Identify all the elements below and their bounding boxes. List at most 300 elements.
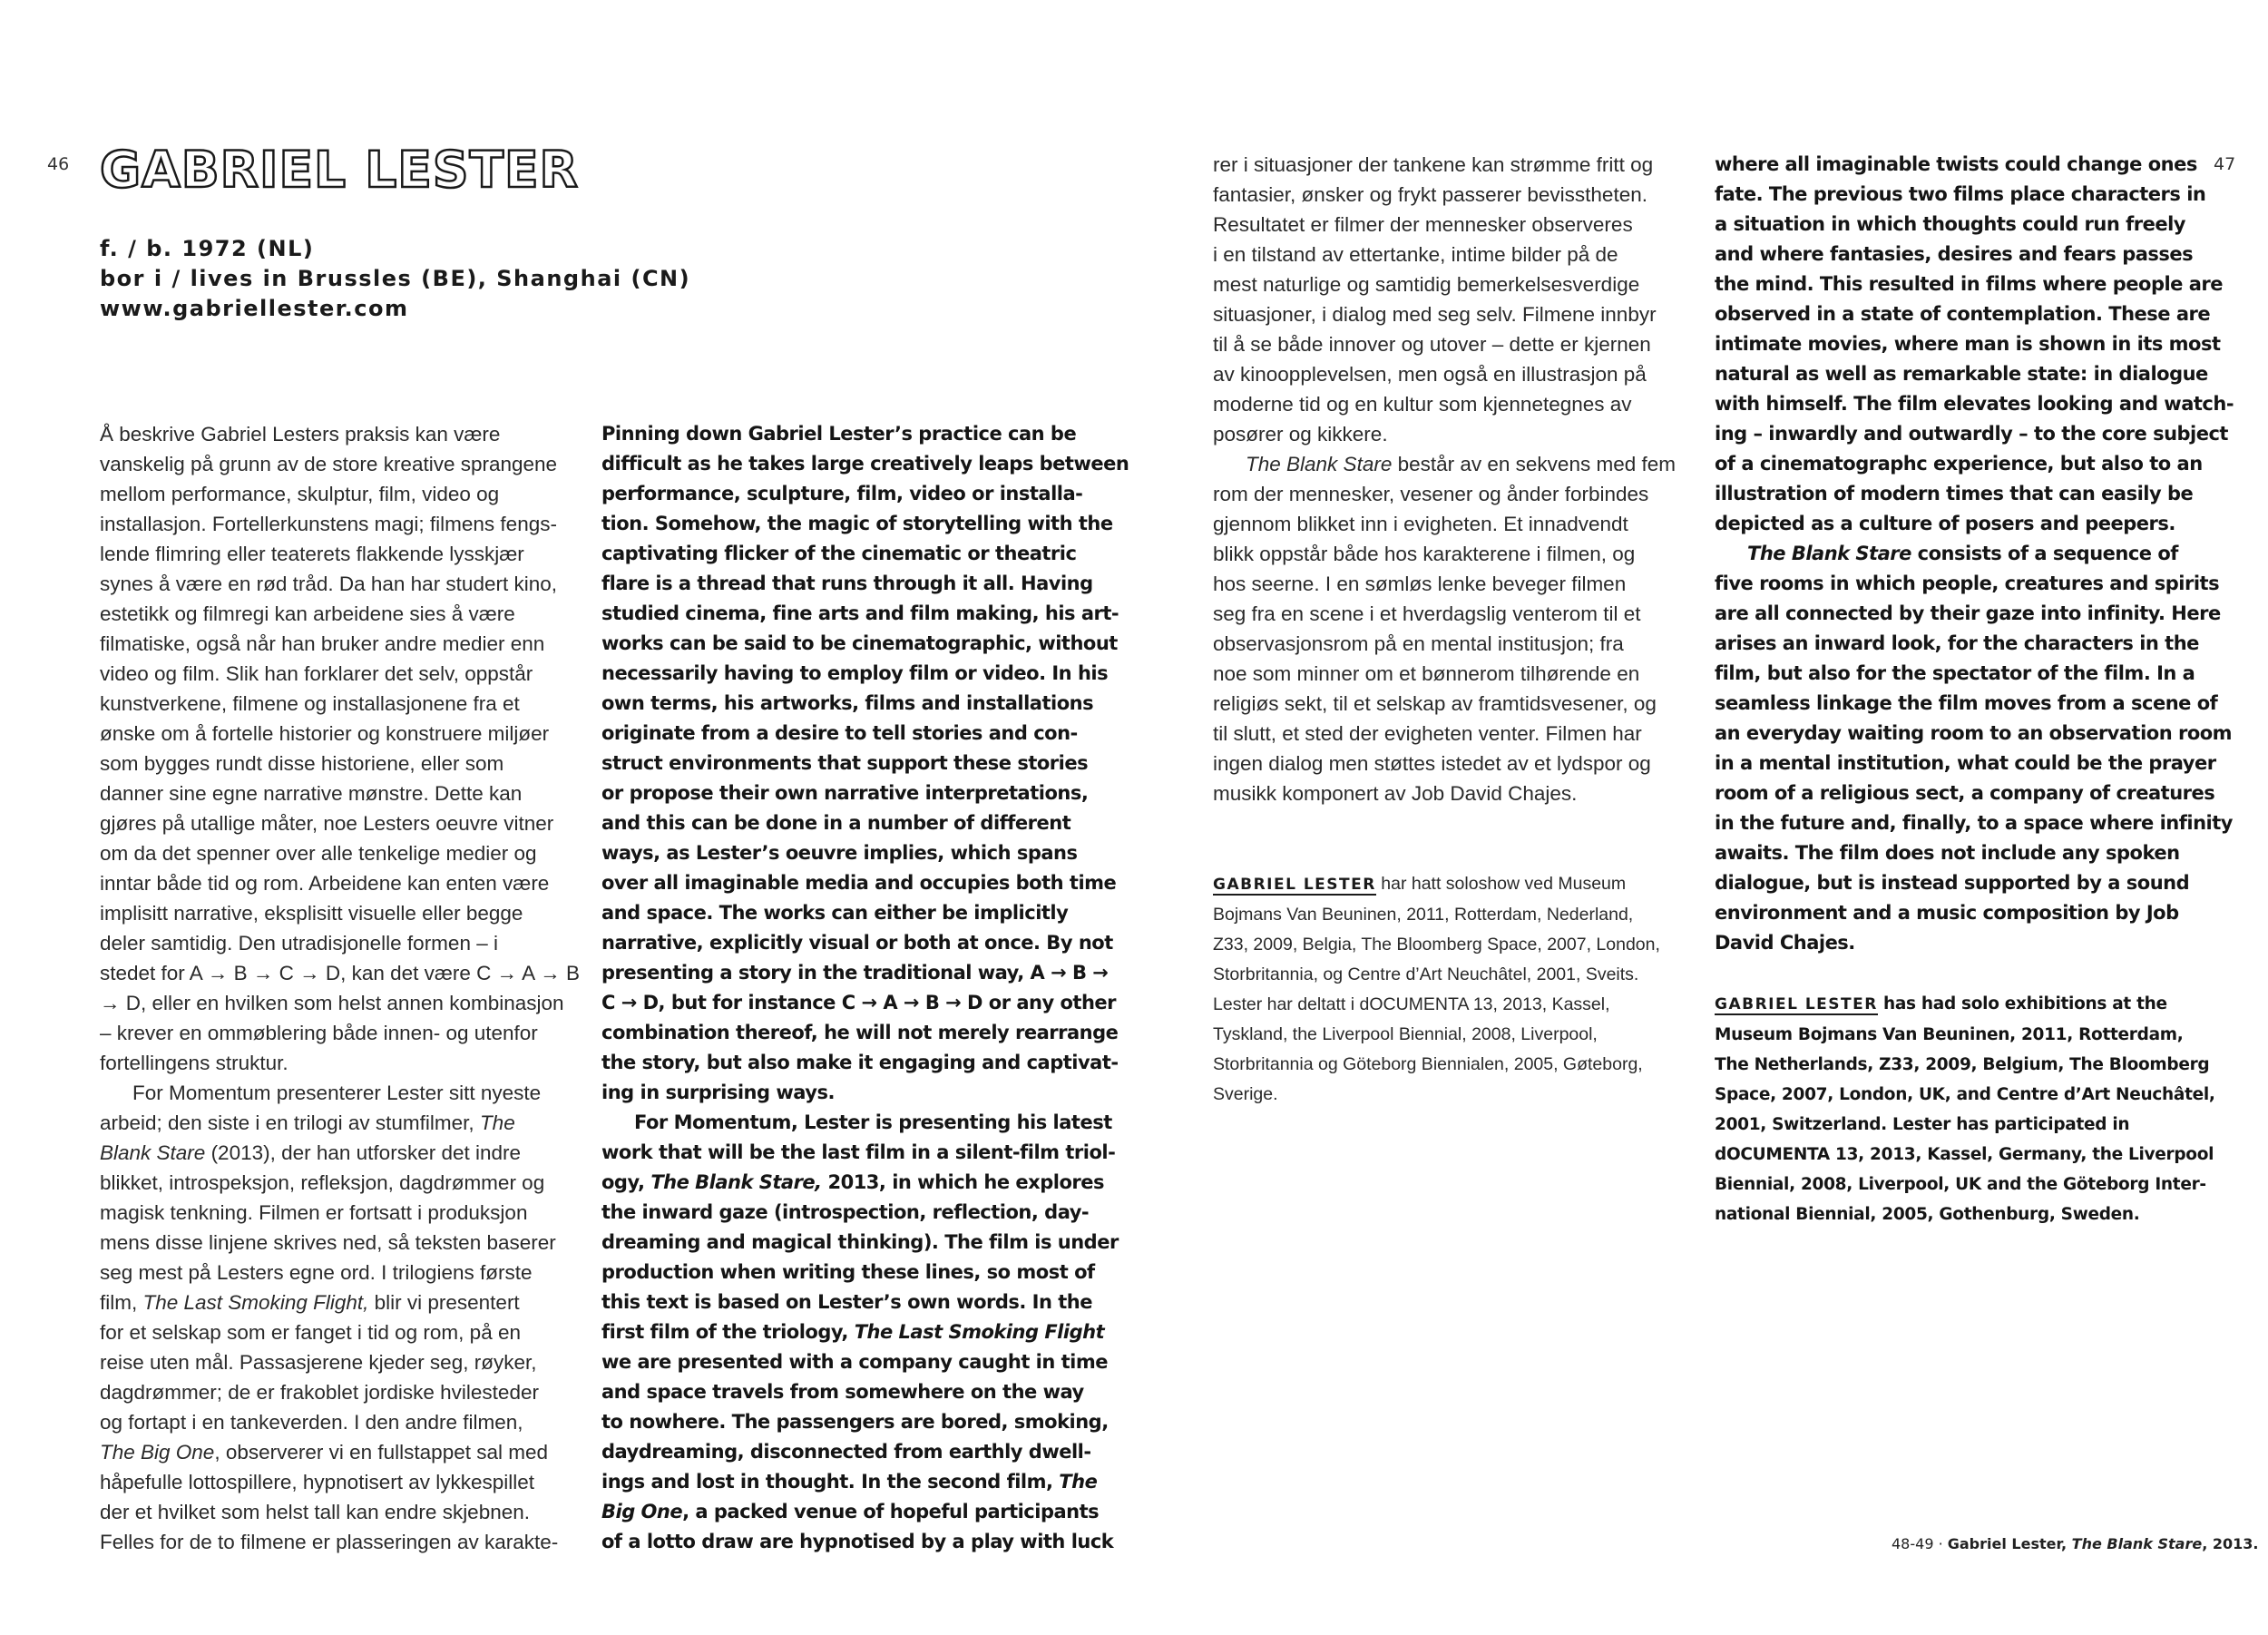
text-segment: Resultatet er filmer der mennesker observeres: [1213, 213, 1633, 236]
text-line: [1715, 659, 2234, 689]
text-segment: Å beskrive Gabriel Lesters praksis kan være: [100, 423, 501, 445]
text-segment: ønske om å fortelle historier og konstruere miljøer: [100, 722, 550, 745]
english-text-column-2: [1715, 150, 2234, 958]
text-line: [1213, 210, 1676, 240]
text-line: [1715, 1110, 2215, 1140]
text-line: [1715, 419, 2234, 449]
text-line: [1213, 269, 1676, 299]
page-number-right: 47: [2214, 154, 2236, 174]
text-segment: seamless linkage the film moves from a scene of: [1715, 692, 2218, 714]
text-line: [1213, 449, 1676, 479]
text-line: [1715, 749, 2234, 778]
text-line: [1213, 240, 1676, 269]
text-segment: national Biennial, 2005, Gothenburg, Sweden.: [1715, 1205, 2140, 1224]
text-segment: flare is a thread that runs through it all. Having: [601, 573, 1093, 594]
text-line: [100, 599, 580, 629]
text-line: [601, 1198, 1129, 1228]
text-line: [601, 838, 1129, 868]
text-line: [100, 1228, 580, 1258]
text-line: [1715, 1199, 2215, 1229]
artist-meta: [100, 234, 690, 324]
text-segment: i en tilstand av ettertanke, intime bilder på de: [1213, 243, 1618, 266]
text-segment: Storbritannia og Göteborg Biennialen, 2005, Gøteborg,: [1213, 1054, 1643, 1074]
italic-title: The Big One: [100, 1441, 215, 1464]
text-segment: a situation in which thoughts could run freely: [1715, 213, 2185, 235]
text-segment: blir vi presentert: [368, 1291, 520, 1314]
text-line: [601, 569, 1129, 599]
text-line: [100, 1287, 580, 1317]
text-segment: For Momentum presenterer Lester sitt nyeste: [132, 1082, 542, 1104]
text-segment: observasjonsrom på en mental institusjon; fra: [1213, 632, 1624, 655]
text-line: [601, 539, 1129, 569]
text-line: [1213, 960, 1660, 990]
text-segment: rer i situasjoner der tankene kan strømme fritt og: [1213, 153, 1654, 176]
text-segment: inntar både tid og rom. Arbeidene kan enten være: [100, 872, 550, 895]
text-line: [1213, 299, 1676, 329]
text-segment: or propose their own narrative interpretations,: [601, 782, 1089, 804]
text-line: [1715, 569, 2234, 599]
text-line: [601, 719, 1129, 749]
italic-title: The: [479, 1111, 515, 1134]
text-line: [1213, 569, 1676, 599]
text-line: [601, 898, 1129, 928]
text-line: [601, 1407, 1129, 1437]
text-segment: arises an inward look, for the characters in the: [1715, 632, 2199, 654]
text-segment: ings and lost in thought. In the second film,: [601, 1471, 1060, 1493]
website-link[interactable]: www.gabriellester.com: [100, 296, 409, 321]
text-line: [1715, 329, 2234, 359]
text-line: [100, 689, 580, 719]
text-line: [1213, 539, 1676, 569]
text-line: [100, 988, 580, 1018]
text-line: [100, 838, 580, 868]
text-line: [1715, 269, 2234, 299]
text-segment: (2013), der han utforsker det indre: [205, 1141, 522, 1164]
text-line: [1213, 719, 1676, 749]
text-segment: awaits. The film does not include any spoken: [1715, 842, 2180, 864]
text-segment: an everyday waiting room to an observation room: [1715, 722, 2233, 744]
text-segment: combination thereof, he will not merely rearrange: [601, 1022, 1119, 1043]
text-line: [601, 1527, 1129, 1557]
text-line: [1213, 359, 1676, 389]
text-segment: magisk tenkning. Filmen er fortsatt i produksjon: [100, 1201, 528, 1224]
text-line: [100, 539, 580, 569]
text-line: [1715, 599, 2234, 629]
text-segment: works can be said to be cinematographic, without: [601, 632, 1118, 654]
text-segment: der et hvilket som helst tall kan endre skjebnen.: [100, 1501, 531, 1523]
text-segment: ing – inwardly and outwardly – to the core subject: [1715, 423, 2228, 445]
text-line: [601, 1018, 1129, 1048]
text-line: [601, 629, 1129, 659]
norwegian-bio: [1213, 869, 1660, 1110]
text-segment: in the future and, finally, to a space where infinity: [1715, 812, 2233, 834]
caption-year: , 2013.: [2202, 1535, 2259, 1552]
text-line: [1715, 180, 2234, 210]
text-segment: depicted as a culture of posers and peepers.: [1715, 513, 2175, 534]
text-line: [601, 509, 1129, 539]
text-segment: fantasier, ønsker og frykt passerer bevisstheten.: [1213, 183, 1647, 206]
page-number-left: 46: [47, 154, 70, 174]
text-line: [601, 868, 1129, 898]
text-segment: noe som minner om et bønnerom tilhørende en: [1213, 662, 1640, 685]
text-segment: and where fantasies, desires and fears passes: [1715, 243, 2194, 265]
text-segment: the mind. This resulted in films where people are: [1715, 273, 2223, 295]
text-line: [100, 1497, 580, 1527]
text-line: [601, 1317, 1129, 1347]
text-segment: estetikk og filmregi kan arbeidene sies å være: [100, 602, 515, 625]
text-segment: mens disse linjene skrives ned, så teksten baserer: [100, 1231, 556, 1254]
text-segment: observed in a state of contemplation. These are: [1715, 303, 2211, 325]
text-line: [1213, 930, 1660, 960]
text-line: [601, 1287, 1129, 1317]
text-segment: tion. Somehow, the magic of storytelling with the: [601, 513, 1113, 534]
text-line: [1213, 479, 1676, 509]
text-segment: production when writing these lines, so most of: [601, 1261, 1095, 1283]
text-line: [100, 1407, 580, 1437]
norwegian-text-column-1: [100, 419, 580, 1557]
text-segment: presenting a story in the traditional way, A → B →: [601, 962, 1109, 984]
text-line: [100, 1527, 580, 1557]
text-segment: reise uten mål. Passasjerene kjeder seg, røyker,: [100, 1351, 537, 1374]
text-line: [1715, 509, 2234, 539]
text-line: [601, 1258, 1129, 1287]
text-line: [1715, 719, 2234, 749]
text-line: [100, 1048, 580, 1078]
text-line: [601, 1138, 1129, 1168]
birth-info: f. / b. 1972 (NL): [100, 236, 315, 261]
text-line: [100, 928, 580, 958]
text-line: [1715, 868, 2234, 898]
text-line: [100, 1108, 580, 1138]
text-segment: Felles for de to filmene er plasseringen av karakte-: [100, 1531, 559, 1553]
text-line: [601, 1347, 1129, 1377]
text-segment: studied cinema, fine arts and film making, his art-: [601, 602, 1119, 624]
text-line: [1213, 329, 1676, 359]
text-line: [601, 958, 1129, 988]
text-segment: mellom performance, skulptur, film, video og: [100, 483, 500, 505]
text-line: [1715, 1050, 2215, 1080]
text-line: [100, 659, 580, 689]
text-segment: 2001, Switzerland. Lester has participated in: [1715, 1115, 2130, 1134]
text-segment: Space, 2007, London, UK, and Centre d’Art Neuchâtel,: [1715, 1085, 2215, 1104]
text-segment: ogy,: [601, 1171, 651, 1193]
text-line: [601, 689, 1129, 719]
text-segment: ing in surprising ways.: [601, 1082, 835, 1103]
text-segment: , observerer vi en fullstappet sal med: [214, 1441, 549, 1464]
text-line: [1715, 389, 2234, 419]
italic-title: Big One: [601, 1501, 683, 1522]
text-segment: to nowhere. The passengers are bored, smoking,: [601, 1411, 1109, 1433]
text-segment: deler samtidig. Den utradisjonelle formen – i: [100, 932, 498, 955]
text-line: [1715, 689, 2234, 719]
image-caption: [1892, 1535, 2258, 1552]
text-line: [100, 868, 580, 898]
text-line: [100, 1467, 580, 1497]
text-line: [100, 479, 580, 509]
text-segment: fate. The previous two films place characters in: [1715, 183, 2206, 205]
text-line: [1213, 180, 1676, 210]
text-segment: Storbritannia, og Centre d’Art Neuchâtel, 2001, Sveits.: [1213, 964, 1639, 984]
text-segment: struct environments that support these stories: [601, 752, 1089, 774]
text-segment: Museum Bojmans Van Beuninen, 2011, Rotterdam,: [1715, 1025, 2184, 1044]
text-segment: lende flimring eller teaterets flakkende lysskjær: [100, 543, 524, 565]
text-segment: 2013, in which he explores: [821, 1171, 1104, 1193]
text-line: [601, 479, 1129, 509]
text-line: [100, 749, 580, 778]
text-line: [601, 1168, 1129, 1198]
text-segment: blikket, introspeksjon, refleksjon, dagdrømmer og: [100, 1171, 545, 1194]
text-line: [1213, 1080, 1660, 1110]
text-line: [100, 1377, 580, 1407]
text-segment: environment and a music composition by Job: [1715, 902, 2179, 924]
text-line: [100, 629, 580, 659]
text-line: [100, 1198, 580, 1228]
artist-name-label: GABRIEL LESTER: [1715, 995, 1878, 1013]
italic-title: The Last Smoking Flight: [854, 1321, 1105, 1343]
text-line: [1213, 509, 1676, 539]
text-segment: moderne tid og en kultur som kjennetegnes av: [1213, 393, 1632, 416]
text-line: [1715, 898, 2234, 928]
text-line: [1213, 599, 1676, 629]
text-segment: own terms, his artworks, films and installations: [601, 692, 1094, 714]
text-line: [100, 1437, 580, 1467]
text-segment: , a packed venue of hopeful participants: [682, 1501, 1100, 1522]
text-line: [1715, 479, 2234, 509]
text-segment: the story, but also make it engaging and captivat-: [601, 1052, 1119, 1073]
text-line: [100, 1347, 580, 1377]
text-segment: are all connected by their gaze into infinity. Here: [1715, 602, 2221, 624]
text-segment: ways, as Lester’s oeuvre implies, which spans: [601, 842, 1078, 864]
text-segment: this text is based on Lester’s own words. In the: [601, 1291, 1092, 1313]
text-segment: – krever en ommøblering både innen- og utenfor: [100, 1022, 538, 1044]
text-segment: mest naturlige og samtidig bemerkelsesverdige: [1213, 273, 1640, 296]
text-line: [601, 419, 1129, 449]
text-line: [100, 419, 580, 449]
italic-title: The Blank Stare: [1246, 453, 1393, 475]
text-line: [1715, 210, 2234, 240]
text-line: [1715, 449, 2234, 479]
text-segment: video og film. Slik han forklarer det selv, oppstår: [100, 662, 533, 685]
text-line: [601, 1377, 1129, 1407]
text-segment: of a cinematographc experience, but also to an: [1715, 453, 2203, 475]
text-segment: room of a religious sect, a company of creatures: [1715, 782, 2215, 804]
caption-work: The Blank Stare: [2067, 1535, 2203, 1552]
text-line: [100, 778, 580, 808]
text-segment: og fortapt i en tankeverden. I den andre filmen,: [100, 1411, 523, 1434]
text-line: [1715, 539, 2234, 569]
text-line: [1715, 240, 2234, 269]
text-segment: natural as well as remarkable state: in dialogue: [1715, 363, 2208, 385]
text-segment: ingen dialog men støttes istedet av et lydspor og: [1213, 752, 1651, 775]
text-line: [601, 1437, 1129, 1467]
text-line: [601, 749, 1129, 778]
text-segment: in a mental institution, what could be the prayer: [1715, 752, 2216, 774]
text-segment: om da det spenner over alle tenkelige medier og: [100, 842, 537, 865]
text-segment: Pinning down Gabriel Lester’s practice can be: [601, 423, 1077, 445]
text-segment: kunstverkene, filmene og installasjonene fra et: [100, 692, 520, 715]
text-segment: and this can be done in a number of different: [601, 812, 1071, 834]
text-line: [1213, 659, 1676, 689]
text-segment: dagdrømmer; de er frakoblet jordiske hvilesteder: [100, 1381, 539, 1404]
text-line: [1213, 900, 1660, 930]
text-segment: C → D, but for instance C → A → B → D or any other: [601, 992, 1117, 1013]
text-segment: necessarily having to employ film or video. In his: [601, 662, 1109, 684]
text-line: [100, 569, 580, 599]
english-bio: [1715, 989, 2215, 1229]
text-segment: film,: [100, 1291, 143, 1314]
text-line: [1715, 150, 2234, 180]
text-segment: Lester har deltatt i dOCUMENTA 13, 2013, Kassel,: [1213, 994, 1610, 1014]
text-line: [100, 719, 580, 749]
text-segment: dOCUMENTA 13, 2013, Kassel, Germany, the Liverpool: [1715, 1145, 2214, 1164]
text-line: [1715, 838, 2234, 868]
text-segment: consists of a sequence of: [1911, 543, 2178, 564]
text-line: [1213, 629, 1676, 659]
text-segment: David Chajes.: [1715, 932, 1855, 954]
caption-prefix: 48-49 ·: [1892, 1535, 1948, 1552]
text-line: [1213, 1050, 1660, 1080]
text-segment: narrative, explicitly visual or both at once. By not: [601, 932, 1113, 954]
text-segment: originate from a desire to tell stories and con-: [601, 722, 1078, 744]
italic-title: The Blank Stare,: [650, 1171, 822, 1193]
text-segment: seg mest på Lesters egne ord. I trilogiens første: [100, 1261, 533, 1284]
text-line: [100, 958, 580, 988]
text-line: [1213, 990, 1660, 1020]
italic-title: Blank Stare: [100, 1141, 206, 1164]
text-segment: av kinoopplevelsen, men også en illustrasjon på: [1213, 363, 1647, 386]
text-segment: The Netherlands, Z33, 2009, Belgium, The Bloomberg: [1715, 1055, 2210, 1074]
text-segment: som bygges rundt disse historiene, eller som: [100, 752, 504, 775]
text-segment: illustration of modern times that can easily be: [1715, 483, 2194, 504]
text-line: [1213, 869, 1660, 900]
text-line: [1715, 1140, 2215, 1170]
text-segment: of a lotto draw are hypnotised by a play with luck: [601, 1531, 1114, 1552]
text-segment: film, but also for the spectator of the film. In a: [1715, 662, 2195, 684]
text-line: [100, 449, 580, 479]
text-segment: performance, sculpture, film, video or installa-: [601, 483, 1083, 504]
text-segment: installasjon. Fortellerkunstens magi; filmens fengs-: [100, 513, 557, 535]
text-line: [1715, 1080, 2215, 1110]
text-line: [1715, 629, 2234, 659]
text-segment: intimate movies, where man is shown in its most: [1715, 333, 2221, 355]
text-segment: with himself. The film elevates looking and watch-: [1715, 393, 2234, 415]
text-line: [100, 808, 580, 838]
text-segment: seg fra en scene i et hverdagslig venterom til et: [1213, 602, 1641, 625]
text-line: [100, 1317, 580, 1347]
text-line: [601, 778, 1129, 808]
text-line: [100, 509, 580, 539]
text-line: [601, 988, 1129, 1018]
text-line: [1715, 299, 2234, 329]
text-segment: hos seerne. I en sømløs lenke beveger filmen: [1213, 573, 1627, 595]
text-segment: synes å være en rød tråd. Da han har studert kino,: [100, 573, 557, 595]
italic-title: The Last Smoking Flight,: [142, 1291, 369, 1314]
text-segment: danner sine egne narrative mønstre. Dette kan: [100, 782, 523, 805]
text-segment: stedet for A → B → C → D, kan det være C → A → B: [100, 962, 580, 984]
text-line: [1213, 1020, 1660, 1050]
text-segment: religiøs sekt, til et selskap av framtidsvesener, og: [1213, 692, 1657, 715]
text-segment: daydreaming, disconnected from earthly dwell-: [601, 1441, 1091, 1463]
text-segment: implisitt narrative, eksplisitt visuelle eller begge: [100, 902, 523, 925]
text-segment: over all imaginable media and occupies both time: [601, 872, 1117, 894]
text-line: [1715, 778, 2234, 808]
text-segment: håpefulle lottospillere, hypnotisert av lykkespillet: [100, 1471, 535, 1493]
text-line: [601, 808, 1129, 838]
text-line: [1213, 150, 1676, 180]
text-segment: where all imaginable twists could change ones: [1715, 153, 2197, 175]
text-line: [1715, 989, 2215, 1020]
text-segment: filmatiske, også når han bruker andre medier enn: [100, 632, 545, 655]
text-segment: fortellingens struktur.: [100, 1052, 288, 1074]
text-line: [100, 1258, 580, 1287]
text-segment: captivating flicker of the cinematic or theatric: [601, 543, 1077, 564]
text-line: [100, 898, 580, 928]
text-segment: har hatt soloshow ved Museum: [1375, 874, 1627, 894]
text-line: [1715, 1020, 2215, 1050]
text-segment: består av en sekvens med fem: [1392, 453, 1676, 475]
text-line: [601, 1467, 1129, 1497]
text-segment: posører og kikkere.: [1213, 423, 1388, 445]
text-segment: Sverige.: [1213, 1084, 1278, 1104]
artist-title: GABRIEL LESTER: [100, 141, 579, 199]
text-line: [1213, 419, 1676, 449]
norwegian-text-column-2: [1213, 150, 1676, 808]
text-line: [601, 659, 1129, 689]
text-segment: dialogue, but is instead supported by a sound: [1715, 872, 2190, 894]
text-line: [601, 928, 1129, 958]
text-segment: work that will be the last film in a silent-film triol-: [601, 1141, 1116, 1163]
text-segment: the inward gaze (introspection, reflection, day-: [601, 1201, 1090, 1223]
text-line: [1213, 689, 1676, 719]
text-segment: we are presented with a company caught in time: [601, 1351, 1108, 1373]
text-line: [100, 1018, 580, 1048]
text-line: [1715, 808, 2234, 838]
text-line: [601, 1048, 1129, 1078]
text-line: [1715, 928, 2234, 958]
text-segment: blikk oppstår både hos karakterene i filmen, og: [1213, 543, 1636, 565]
text-line: [100, 1138, 580, 1168]
text-line: [100, 1168, 580, 1198]
text-line: [601, 599, 1129, 629]
english-text-column-1: [601, 419, 1129, 1557]
text-line: [601, 1108, 1129, 1138]
text-segment: vanskelig på grunn av de store kreative sprangene: [100, 453, 558, 475]
text-segment: gjennom blikket inn i evigheten. Et innadvendt: [1213, 513, 1628, 535]
artist-name-label: GABRIEL LESTER: [1213, 876, 1376, 894]
text-segment: til slutt, et sted der evigheten venter. Filmen har: [1213, 722, 1642, 745]
text-line: [100, 1078, 580, 1108]
text-segment: five rooms in which people, creatures and spirits: [1715, 573, 2220, 594]
text-segment: Tyskland, the Liverpool Biennial, 2008, Liverpool,: [1213, 1024, 1598, 1044]
text-segment: has had solo exhibitions at the: [1877, 994, 2167, 1013]
text-segment: For Momentum, Lester is presenting his latest: [634, 1111, 1112, 1133]
text-segment: rom der mennesker, vesener og ånder forbindes: [1213, 483, 1649, 505]
text-segment: Z33, 2009, Belgia, The Bloomberg Space, 2007, London,: [1213, 935, 1660, 955]
text-line: [1715, 1170, 2215, 1199]
text-segment: difficult as he takes large creatively leaps between: [601, 453, 1129, 475]
residence-info: bor i / lives in Brussles (BE), Shanghai (CN): [100, 266, 691, 291]
italic-title: The: [1059, 1471, 1098, 1493]
text-segment: gjøres på utallige måter, noe Lesters oeuvre vitner: [100, 812, 554, 835]
caption-artist: Gabriel Lester,: [1947, 1535, 2068, 1552]
text-line: [601, 1497, 1129, 1527]
text-line: [1213, 389, 1676, 419]
text-segment: arbeid; den siste i en trilogi av stumfilmer,: [100, 1111, 480, 1134]
text-segment: til å se både innover og utover – dette er kjernen: [1213, 333, 1651, 356]
text-line: [1213, 778, 1676, 808]
text-line: [1213, 749, 1676, 778]
text-line: [601, 1228, 1129, 1258]
